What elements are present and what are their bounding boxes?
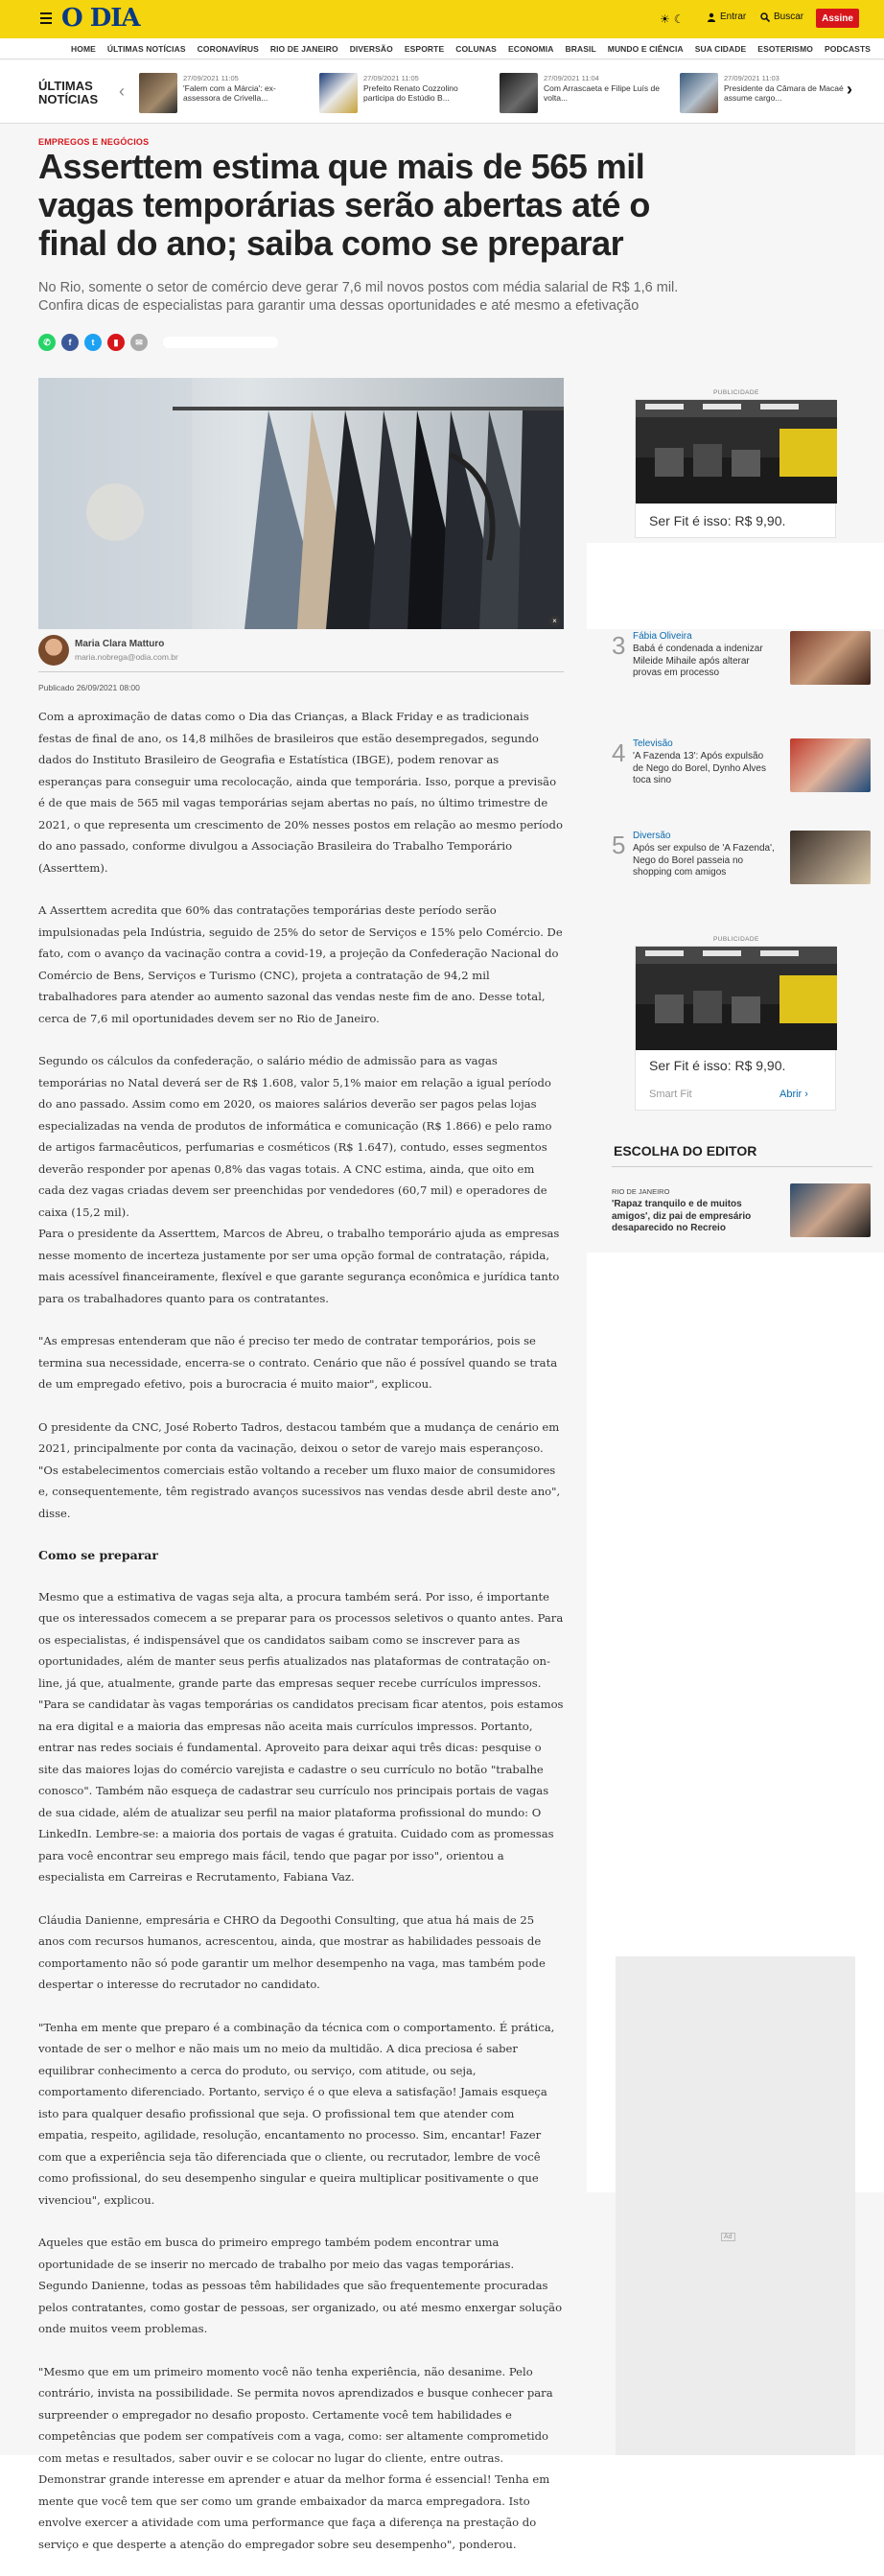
theme-toggle[interactable] [660,11,688,28]
nav-item-ultimas-noticias[interactable]: ÚLTIMAS NOTÍCIAS [106,43,186,54]
ad-slot-gray [616,1956,855,2455]
author-name[interactable]: Maria Clara Matturo [75,639,165,649]
latest-news-headline: Presidente da Câmara de Macaé assume cargo... [724,83,844,103]
published-date: Publicado 26/09/2021 08:00 [38,683,140,692]
search-icon [760,12,770,22]
latest-title-line1: ÚLTIMAS [38,79,93,93]
author-divider [38,671,564,672]
chevron-right-icon: › [804,1089,808,1100]
latest-news-headline: 'Falem com a Márcia': ex-assessora de Crivella... [183,83,276,103]
article-paragraph: Aqueles que estão em busca do primeiro emprego também podem encontrar uma oportunidade de se inserir no mercado de trabalho por meio das vagas temporárias. Segundo Danienne, todas as pessoas têm habilidades que são frequentemente procuradas pelos contratantes, como gostar de pessoas, ser organizado, ou até mesmo enxergar solução onde muitos veem problemas. [38,2236,563,2335]
editor-thumb[interactable] [790,1183,871,1237]
search-label: Buscar [774,12,804,22]
article-paragraph: Para o presidente da Asserttem, Marcos de Abreu, o trabalho temporário ajuda as empresas nesse momento de incerteza justamente por ser uma opção formal de contratação, rápida, mais acessível financeiramente, flexível e que garante segurança econômica e jurídica tanto para os trabalhadores quanto para os contratantes. [38,1227,560,1305]
latest-news-time: 27/09/2021 11:05 [363,74,419,82]
nav-item-mundo-e-ciencia[interactable]: MUNDO E CIÊNCIA [607,43,684,54]
latest-news-item[interactable] [680,73,852,113]
ad-slot-blank [587,543,884,629]
twitter-icon[interactable]: t [84,334,102,351]
ad-label: PUBLICIDADE [713,389,759,396]
ad-text: Ser Fit é isso: R$ 9,90. [649,513,786,528]
ad-card[interactable] [635,946,836,1111]
rank-category[interactable]: Televisão [633,738,673,749]
article-body [38,706,564,2576]
nav-item-rio-de-janeiro[interactable]: RIO DE JANEIRO [269,43,338,54]
bookmark-icon[interactable]: ▮ [107,334,125,351]
author-avatar[interactable] [38,635,69,666]
rank-thumb[interactable] [790,831,871,884]
whatsapp-icon[interactable]: ✆ [38,334,56,351]
main-nav [0,38,884,59]
rank-headline[interactable]: Após ser expulso de 'A Fazenda', Nego do Borel passeia no shopping com amigos [633,843,775,878]
ranking-item[interactable] [612,831,871,888]
sun-icon: ☀ [660,12,670,26]
nav-item-economia[interactable]: ECONOMIA [507,43,554,54]
ranking-item[interactable] [612,631,871,689]
chevron-left-icon[interactable]: ‹ [119,82,125,101]
site-logo[interactable]: O DIA [61,4,140,33]
rank-thumb[interactable] [790,738,871,792]
ad-card[interactable] [635,399,836,538]
latest-news-headline: Com Arrascaeta e Filipe Luís de volta... [544,83,660,103]
latest-news-thumb [319,73,358,113]
article-subtitle: No Rio, somente o setor de comércio deve gerar 7,6 mil novos postos com média salarial de R$ 1,6 mil. Confira dicas de especialistas para garantir uma dessas oportunidades e até mesmo a efetivação [38,280,679,314]
rank-category[interactable]: Diversão [633,831,671,841]
article-paragraph: O presidente da CNC, José Roberto Tadros, destacou também que a mudança de cenário em 2021, principalmente por conta da vacinação, deixou o setor de varejo mais esperançoso. "Os estabelecimentos comerciais estão voltando a receber um fluxo maior de consumidores e, consequentemente, têm registrado avanços sucessivos nas vendas desde abril deste ano", disse. [38,1419,561,1520]
editor-divider [612,1166,872,1167]
nav-item-home[interactable]: HOME [71,43,96,54]
share-buttons [38,334,278,351]
latest-news-time: 27/09/2021 11:04 [544,74,599,82]
editor-choice-title: ESCOLHA DO EDITOR [614,1143,757,1159]
article-kicker[interactable]: EMPREGOS E NEGÓCIOS [38,137,150,147]
article-paragraph: "Mesmo que em um primeiro momento você não tenha experiência, não desanime. Pelo contrário, invista na possibilidade. Se permita novos aprendizados e busque conhecer para surpreender o empregador no desafio proposto. Certamente você tem habilidades e competências que podem ser compatíveis com a vaga, como: ser altamente comprometido com metas e resultados, saber ouvir e se colocar no lugar do cliente, entre outras. Demonstrar grande interesse em aprender e atuar da melhor forma é essencial! Tenha em mente que você tem que ser como um grande embaixador da marca empregadora. Isto envolve exercer a atividade com uma performance que faça a diferença na prestação do serviço e que desperte a atenção do empregador sobre seu desempenho", ponderou. [38,2364,553,2551]
editor-headline[interactable]: 'Rapaz tranquilo e de muitos amigos', diz pai de empresário desaparecido no Recreio [612,1199,752,1233]
latest-news-item[interactable] [319,73,492,113]
sidebar [587,378,884,2455]
ad-gym-image [636,947,837,1050]
ad-cta-label: Abrir [779,1089,803,1100]
rank-number: 5 [612,831,626,859]
article-paragraph: A Asserttem acredita que 60% das contratações temporárias deste período serão impulsionadas pela Indústria, seguido de 25% do setor de Serviços e 15% pelo Comércio. De fato, com o avanço da vacinação contra a covid-19, a projeção da Confederação Nacional do Comércio de Bens, Serviços e Turismo (CNC), projeta a contratação de 94,2 mil trabalhadores para atender ao aumento sazonal das vendas neste fim de ano. Desse total, cerca de 7,6 mil oportunidades devem ser no Rio de Janeiro. [38,903,563,1025]
search-button[interactable] [760,12,803,22]
editor-category[interactable]: RIO DE JANEIRO [612,1187,670,1196]
chevron-right-icon[interactable]: › [847,80,852,99]
ad-small-label: Ad [721,2233,735,2241]
latest-news-title [38,80,98,106]
hamburger-menu-icon[interactable] [40,12,52,24]
ad-text: Ser Fit é isso: R$ 9,90. [649,1058,786,1073]
ad-gym-image [636,400,837,503]
latest-news-item[interactable] [139,73,312,113]
latest-news-strip [0,60,884,124]
ad-brand: Smart Fit [649,1089,692,1100]
close-icon[interactable]: × [549,616,560,626]
top-header [0,0,884,38]
rank-headline[interactable]: 'A Fazenda 13': Após expulsão de Nego do Borel, Dynho Alves toca sino [633,751,766,785]
email-icon[interactable]: ✉ [130,334,148,351]
ranking-item[interactable] [612,738,871,796]
rank-thumb[interactable] [790,631,871,685]
latest-news-time: 27/09/2021 11:05 [183,74,239,82]
article-paragraph: Segundo os cálculos da confederação, o salário médio de admissão para as vagas temporárias no Natal deverá ser de R$ 1.608, valor 5,1% maior em relação a igual período do ano passado. Assim como em 2020, os maiores salários deverão ser pagos pelas lojas especializadas na venda de produtos de informática e comunicação (R$ 1.866) e pelo ramo de artigos farmacêuticos, perfumarias e cosméticos (R$ 1.647), contudo, esses segmentos deverão responder por apenas 0,8% das vagas totais. A CNC estima, ainda, que oito em cada dez vagas criadas devem ser preenchidas por vendedores (60,7 mil) e operadores de caixa (15,2 mil). [38,1054,552,1219]
article-paragraph: "Para se candidatar às vagas temporárias os candidatos precisam ficar atentos, pois estamos na era digital e a maioria das empresas não aceita mais currículos impressos. Portanto, entrar nas redes sociais é fundamental. Aproveito para deixar aqui três dicas: pesquise o site das maiores lojas do comércio varejista e cadastre o seu currículo no botão "trabalhe conosco". Também não esqueça de cadastrar seu currículo nos principais portais de vagas de sua cidade, além de atualizar seu perfil na maior plataforma profissional do mundo: O LinkedIn. Lembre-se: a maioria dos portais de vagas é gratuita. Cuidado com as promessas para você encontrar seu emprego mais fácil, tendo que pagar por isso", orientou a especialista em Carreiras e Recrutamento, Fabiana Vaz. [38,1698,564,1884]
nav-item-coronavirus[interactable]: CORONAVÍRUS [197,43,259,54]
nav-item-esporte[interactable]: ESPORTE [404,43,445,54]
latest-news-thumb [139,73,177,113]
nav-item-diversao[interactable]: DIVERSÃO [349,43,393,54]
article-paragraph: Mesmo que a estimativa de vagas seja alta, a procura também será. Por isso, é importante que os interessados comecem a se preparar para os processos seletivos o quanto antes. Para os especialistas, é indispensável que os candidatos saibam como se inscrever para as oportunidades, além de manter seus perfis atualizados nas plataformas de contratação on-line, já que, atualmente, grande parte das empresas sequer recebe currículos impressos. [38,1589,564,1690]
author-email[interactable]: maria.nobrega@odia.com.br [75,652,178,662]
login-label: Entrar [720,12,747,22]
moon-icon: ☾ [673,12,685,26]
article-paragraph: Cláudia Danienne, empresária e CHRO da Degoothi Consulting, que atua há mais de 25 anos com recursos humanos, acrescentou, ainda, que mostrar as habilidades pessoais de comportamento não só pode garantir um melhor desempenho na vaga, mas também pode despertar o interesse do recrutador no candidato. [38,1912,546,1991]
nav-item-colunas[interactable]: COLUNAS [455,43,497,54]
subscribe-button[interactable]: Assine [816,9,859,28]
ad-cta-button[interactable] [779,1089,808,1100]
rank-category[interactable]: Fábia Oliveira [633,631,692,642]
nav-item-brasil[interactable]: BRASIL [565,43,596,54]
rank-headline[interactable]: Babá é condenada a indenizar Mileide Mihaile após alterar provas em processo [633,644,763,678]
nav-item-podcasts[interactable]: PODCASTS [824,43,872,54]
article-paragraph: "Tenha em mente que preparo é a combinação da técnica com o comportamento. É prática, vontade de ser o melhor e não mais um no meio da multidão. A dica preciosa é saber equilibrar conhecimento a cerca do produto, ou serviço, com atitude, ou seja, comportamento diferenciado. Portanto, serviço é o que eleva a satisfação! Jamais esqueça isto para qualquer desafio profissional que seja. O profissional tem que atender com empatia, respeito, agilidade, resolução, encantamento no processo. Sim, encantar! Fazer com que a experiência seja tão diferenciada que o cliente, ou recrutador, lembre de você como profissional, do seu desempenho singular e queira multiplicar positivamente o que vivenciou", explicou. [38,2020,555,2207]
rank-number: 3 [612,631,626,660]
latest-news-thumb [680,73,718,113]
latest-news-thumb [500,73,538,113]
login-button[interactable] [707,12,746,22]
user-icon [707,12,716,22]
ad-label: PUBLICIDADE [713,936,759,943]
share-placeholder [163,337,278,348]
latest-news-time: 27/09/2021 11:03 [724,74,779,82]
article-main-image [38,378,564,629]
nav-item-esoterismo[interactable]: ESOTERISMO [757,43,813,54]
latest-news-item[interactable] [500,73,672,113]
latest-title-line2: NOTÍCIAS [38,92,99,106]
section-title: Como se preparar [38,1548,158,1562]
latest-news-headline: Prefeito Renato Cozzolino participa do Estúdio B... [363,83,458,103]
article-paragraph: Com a aproximação de datas como o Dia das Crianças, a Black Friday e as tradicionais festas de final de ano, os 14,8 milhões de brasileiros que estão desempregados, segundo dados do Instituto Brasileiro de Geografia e Estatística (IBGE), podem renovar as esperanças para conseguir uma recolocação, ainda que temporária. Isso, porque a previsão é de que mais de 565 mil vagas temporárias sejam abertas no país, no último trimestre de 2021, o que representa um crescimento de 20% nesses postos em relação ao mesmo período do ano passado, conforme divulgou a Associação Brasileira do Trabalho Temporário (Asserttem). [38,710,563,875]
nav-item-sua-cidade[interactable]: SUA CIDADE [694,43,747,54]
article-title: Asserttem estima que mais de 565 mil vagas temporárias serão abertas até o final do ano; saiba como se preparar [38,147,650,263]
facebook-icon[interactable]: f [61,334,79,351]
article-paragraph: "As empresas entenderam que não é preciso ter medo de contratar temporários, pois se termina sua necessidade, encerra-se o contrato. Cenário que não é possível quando se trata de um empregado efetivo, pois a burocracia é muito maior", explicou. [38,1334,558,1391]
clothes-rack-image [38,378,564,629]
rank-number: 4 [612,738,626,767]
